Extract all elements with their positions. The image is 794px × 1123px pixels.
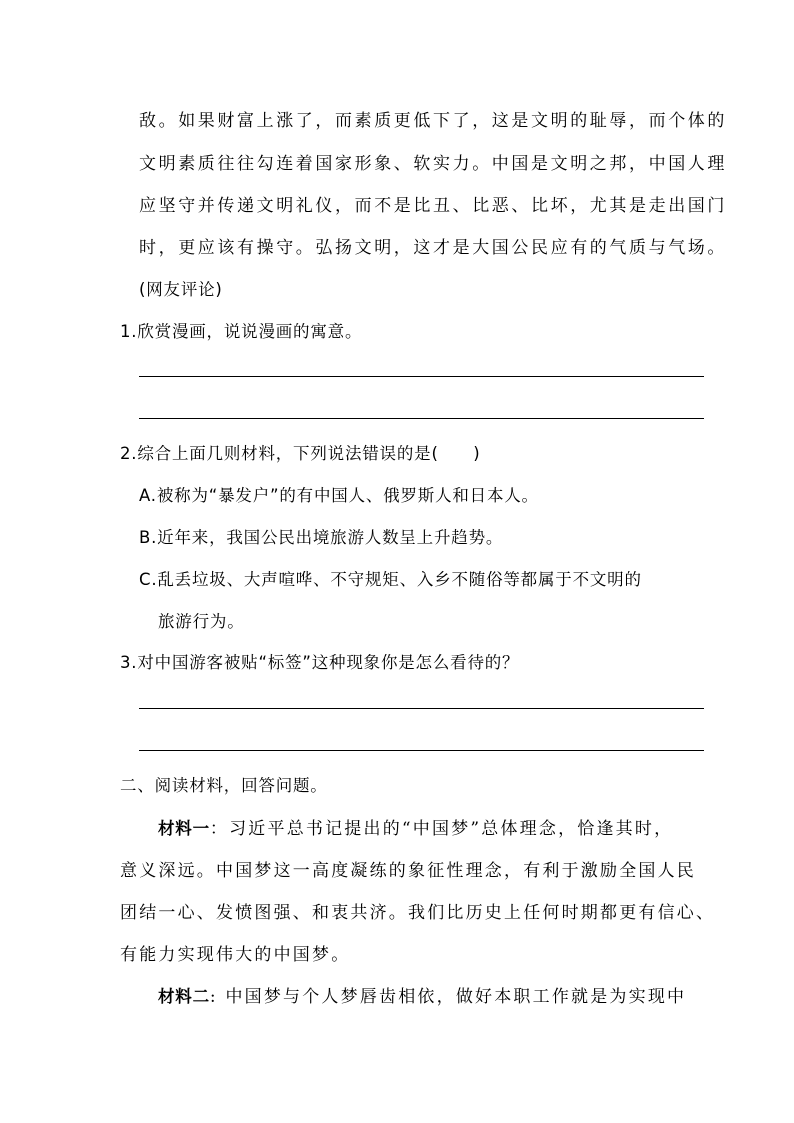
material-1-line: 意义深远。中国梦这一高度凝练的象征性理念，有利于激励全国人民 [120,861,696,881]
passage-source: (网友评论) [139,280,223,299]
material-2-text: : 中国梦与个人梦唇齿相依，做好本职工作就是为实现中 [209,987,687,1007]
passage-line: 文明素质往往勾连着国家形象、软实力。中国是文明之邦，中国人理 [139,154,727,174]
material-1-line: 有能力实现伟大的中国梦。 [120,945,351,965]
question-3-text: 3.对中国游客被贴“标签”这种现象你是怎么看待的？ [120,653,520,672]
answer-line[interactable] [139,418,704,419]
material-1-line: 团结一心、发愤图强、和衷共济。我们比历史上任何时期都更有信心、 [120,903,716,923]
question-2-text: 2.综合上面几则材料，下列说法错误的是( ) [120,444,481,463]
answer-line[interactable] [139,708,704,709]
option-c-continued: 旅游行为。 [158,612,245,631]
answer-line[interactable] [139,750,704,751]
material-1-first-line [158,814,673,839]
passage-line: 敌。如果财富上涨了，而素质更低下了，这是文明的耻辱，而个体的 [139,111,727,131]
section-heading: 二、阅读材料，回答问题。 [120,776,328,795]
option-c: C.乱丢垃圾、大声喧哗、不守规矩、入乡不随俗等都属于不文明的 [139,570,642,589]
passage-line: 应坚守并传递文明礼仪，而不是比丑、比恶、比坏，尤其是走出国门 [139,196,727,216]
passage-line: 时，更应该有操守。弘扬文明，这才是大国公民应有的气质与气场。 [139,238,727,258]
material-1-text: ：习近平总书记提出的“中国梦”总体理念，恰逢其时， [209,819,674,839]
option-b: B.近年来，我国公民出境旅游人数呈上升趋势。 [139,528,504,547]
answer-line[interactable] [139,376,704,377]
material-2-label: 材料二 [158,987,210,1006]
question-1-text: 1.欣赏漫画，说说漫画的寓意。 [120,322,363,341]
material-2-first-line [158,982,686,1007]
material-1-label: 材料一 [158,819,210,838]
option-a: A.被称为“暴发户”的有中国人、俄罗斯人和日本人。 [139,486,539,505]
